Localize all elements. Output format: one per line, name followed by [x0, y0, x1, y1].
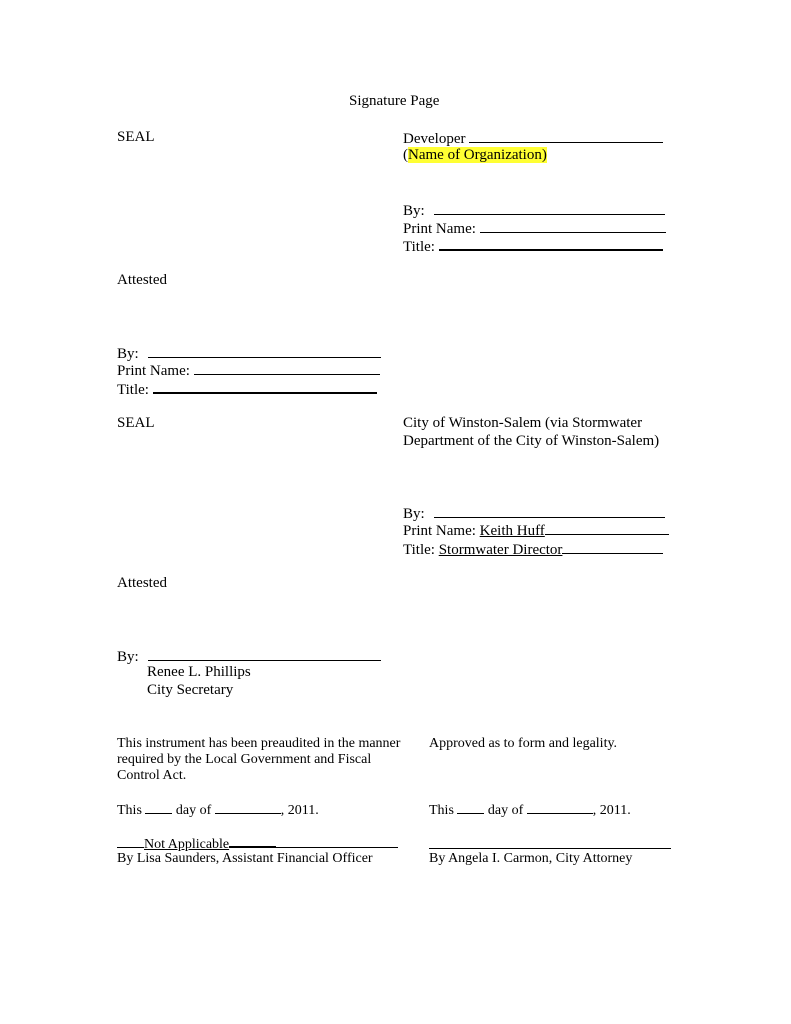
- not-applicable-lead: [117, 834, 144, 848]
- paren-open: (: [403, 147, 408, 163]
- preaudit-signer: By Lisa Saunders, Assistant Financial Officer: [117, 851, 373, 866]
- preaudit-line-3: Control Act.: [117, 768, 187, 783]
- attest-title-line: [117, 379, 377, 399]
- date-year: , 2011.: [280, 803, 319, 818]
- preaudit-day-field[interactable]: [145, 800, 172, 814]
- by-label: By:: [117, 346, 139, 362]
- secretary-name: Renee L. Phillips: [147, 664, 251, 680]
- preaudit-date-line: [117, 800, 319, 819]
- city-title-value: Stormwater Director: [438, 542, 563, 558]
- not-applicable-field[interactable]: [276, 834, 398, 848]
- city-line-2: Department of the City of Winston-Salem): [403, 433, 660, 449]
- not-applicable-text: Not Applicable: [144, 837, 230, 852]
- date-day-of: day of: [487, 803, 524, 818]
- print-name-label: Print Name:: [117, 363, 190, 379]
- developer-signature-field[interactable]: [469, 129, 663, 143]
- by-label: By:: [117, 649, 139, 665]
- organization-line: [403, 147, 547, 164]
- developer-attested-label: Attested: [117, 272, 167, 288]
- legal-month-field[interactable]: [527, 800, 593, 814]
- not-applicable-mid: [229, 833, 276, 848]
- city-line-1: City of Winston-Salem (via Stormwater: [403, 415, 643, 431]
- by-label: By:: [403, 506, 425, 522]
- developer-print-name-field[interactable]: [480, 219, 666, 233]
- city-seal-label: SEAL: [117, 415, 155, 431]
- print-name-label: Print Name:: [403, 221, 476, 237]
- print-name-label: Print Name:: [403, 523, 476, 539]
- organization-name-placeholder[interactable]: Name of Organization: [408, 147, 542, 163]
- date-this: This: [117, 803, 142, 818]
- title-label: Title:: [403, 542, 435, 558]
- developer-line: [403, 129, 663, 148]
- preaudit-line-1: This instrument has been preaudited in the manner: [117, 736, 401, 751]
- attest-print-name-field[interactable]: [194, 361, 380, 375]
- page-title: Signature Page: [349, 93, 440, 109]
- city-title-line: [403, 540, 663, 559]
- city-attest-by-field[interactable]: [148, 647, 381, 661]
- title-label: Title:: [117, 382, 149, 398]
- developer-title-field[interactable]: [439, 236, 663, 251]
- date-this: This: [429, 803, 454, 818]
- city-title-field[interactable]: [562, 540, 663, 554]
- legal-day-field[interactable]: [457, 800, 484, 814]
- developer-by-line: [403, 201, 665, 220]
- date-year: , 2011.: [592, 803, 631, 818]
- date-day-of: day of: [175, 803, 212, 818]
- secretary-role: City Secretary: [147, 682, 234, 698]
- paren-close: ): [541, 147, 547, 163]
- developer-label: Developer: [403, 131, 466, 147]
- developer-by-field[interactable]: [434, 201, 665, 215]
- city-print-name-line: [403, 521, 669, 540]
- city-print-name-field[interactable]: [545, 521, 669, 535]
- approved-text: Approved as to form and legality.: [429, 736, 618, 751]
- attest-by-field[interactable]: [148, 344, 381, 358]
- developer-title-line: [403, 236, 663, 256]
- city-print-name-value: Keith Huff: [479, 523, 545, 539]
- legal-signer: By Angela I. Carmon, City Attorney: [429, 851, 633, 866]
- preaudit-month-field[interactable]: [215, 800, 281, 814]
- city-attested-label: Attested: [117, 575, 167, 591]
- preaudit-line-2: required by the Local Government and Fiscal: [117, 752, 372, 767]
- title-label: Title:: [403, 239, 435, 255]
- by-label: By:: [403, 203, 425, 219]
- attest-title-field[interactable]: [153, 379, 377, 394]
- legal-signature-field[interactable]: [429, 835, 671, 849]
- legal-date-line: [429, 800, 631, 819]
- attest-print-name-line: [117, 361, 380, 380]
- developer-seal-label: SEAL: [117, 129, 155, 145]
- city-by-field[interactable]: [434, 504, 665, 518]
